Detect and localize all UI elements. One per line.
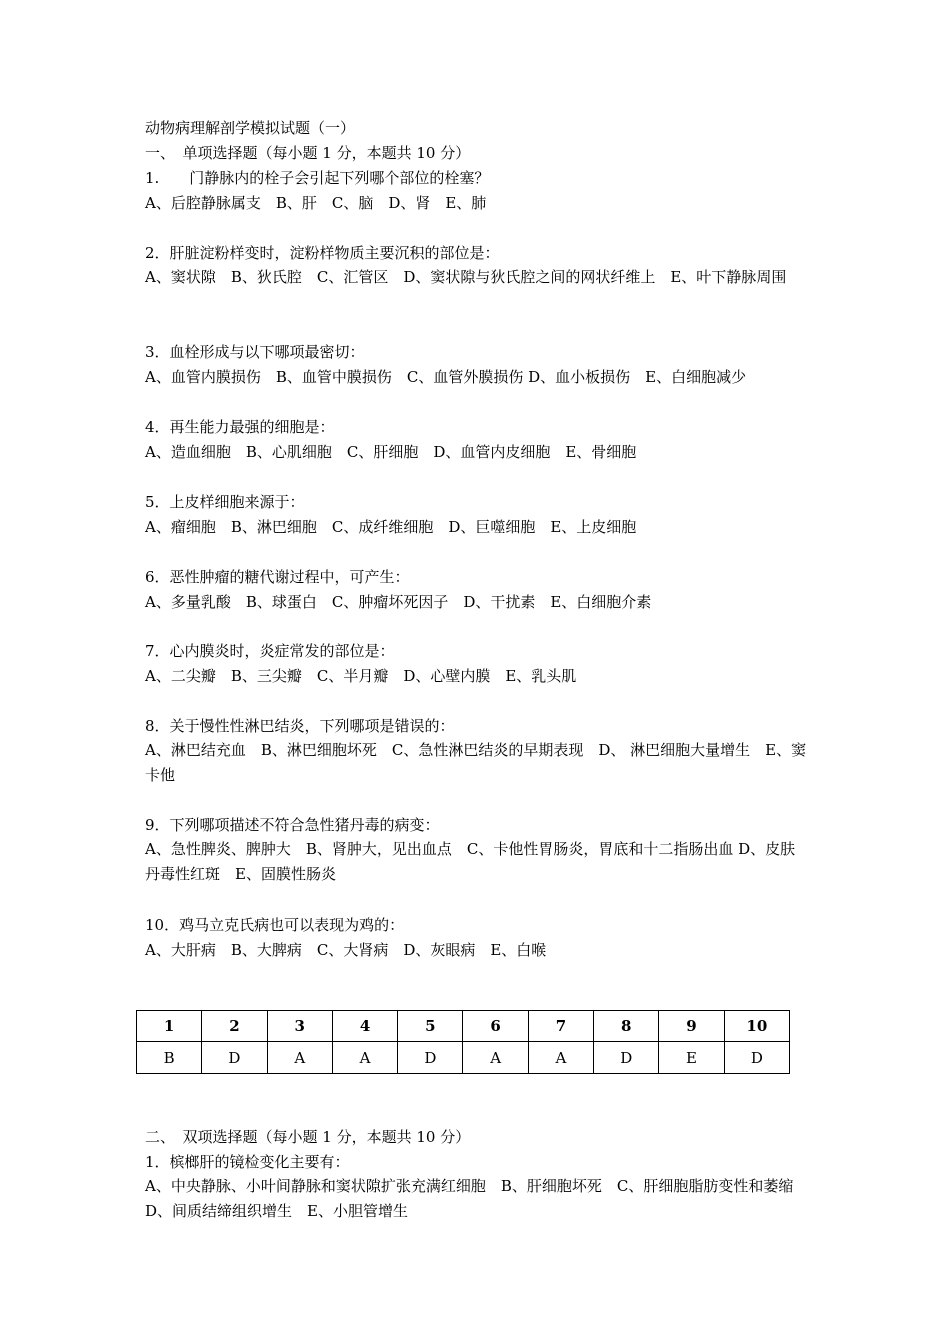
answer-value: D <box>202 1042 267 1074</box>
question-3-options: A、血管内膜损伤 B、血管中膜损伤 C、血管外膜损伤 D、血小板损伤 E、白细胞减少 <box>145 368 747 386</box>
answer-value: D <box>398 1042 463 1074</box>
answer-value: D <box>594 1042 659 1074</box>
question-2-options: A、窦状隙 B、狄氏腔 C、汇管区 D、窦状隙与狄氏腔之间的网状纤维上 E、叶下静脉周围 <box>145 268 787 286</box>
answer-table-header-row <box>137 1011 790 1042</box>
question-1-options: A、后腔静脉属支 B、肝 C、脑 D、肾 E、肺 <box>145 194 487 212</box>
question-7: 7．心内膜炎时，炎症常发的部位是： <box>145 642 395 660</box>
question-8: 8．关于慢性性淋巴结炎，下列哪项是错误的： <box>145 717 455 735</box>
question-6-options: A、多量乳酸 B、球蛋白 C、肿瘤坏死因子 D、干扰素 E、白细胞介素 <box>145 593 652 611</box>
answer-number: 6 <box>463 1011 528 1042</box>
question-10-options: A、大肝病 B、大脾病 C、大肾病 D、灰眼病 E、白喉 <box>145 941 547 959</box>
answer-number: 4 <box>332 1011 397 1042</box>
answer-number: 5 <box>398 1011 463 1042</box>
question-2: 2．肝脏淀粉样变时，淀粉样物质主要沉积的部位是： <box>145 244 500 262</box>
section2-heading: 二、 双项选择题（每小题 1 分，本题共 10 分） <box>145 1128 471 1146</box>
answer-value: D <box>724 1042 789 1074</box>
answer-value: A <box>463 1042 528 1074</box>
section1-heading: 一、 单项选择题（每小题 1 分，本题共 10 分） <box>145 144 471 162</box>
answer-value: A <box>528 1042 593 1074</box>
question-6: 6．恶性肿瘤的糖代谢过程中，可产生： <box>145 568 410 586</box>
answer-number: 7 <box>528 1011 593 1042</box>
section2-question-1-options: A、中央静脉、小叶间静脉和窦状隙扩张充满红细胞 B、肝细胞坏死 C、肝细胞脂肪变性和萎缩 D、间质结缔组织增生 E、小胆管增生 <box>145 1177 809 1220</box>
question-9-options: A、急性脾炎、脾肿大 B、肾肿大，见出血点 C、卡他性胃肠炎，胃底和十二指肠出血 D、皮肤丹毒性红斑 E、固膜性肠炎 <box>145 840 796 883</box>
answer-number: 8 <box>594 1011 659 1042</box>
question-8-options: A、淋巴结充血 B、淋巴细胞坏死 C、急性淋巴结炎的早期表现 D、 淋巴细胞大量增生 E、窦卡他 <box>145 741 807 784</box>
answer-number: 3 <box>267 1011 332 1042</box>
answer-number: 10 <box>724 1011 789 1042</box>
answer-table-values-row <box>137 1042 790 1074</box>
answer-number: 1 <box>137 1011 202 1042</box>
question-5: 5．上皮样细胞来源于： <box>145 493 305 511</box>
question-7-options: A、二尖瓣 B、三尖瓣 C、半月瓣 D、心壁内膜 E、乳头肌 <box>145 667 577 685</box>
answer-value: A <box>267 1042 332 1074</box>
question-3: 3．血栓形成与以下哪项最密切： <box>145 343 365 361</box>
answer-number: 9 <box>659 1011 724 1042</box>
answer-value: B <box>137 1042 202 1074</box>
question-9: 9．下列哪项描述不符合急性猪丹毒的病变： <box>145 816 440 834</box>
question-1: 1. 门静脉内的栓子会引起下列哪个部位的栓塞？ <box>145 169 490 187</box>
answer-value: A <box>332 1042 397 1074</box>
exam-title: 动物病理解剖学模拟试题（一） <box>145 119 356 137</box>
section2-question-1: 1．槟榔肝的镜检变化主要有： <box>145 1153 350 1171</box>
answer-number: 2 <box>202 1011 267 1042</box>
answer-value: E <box>659 1042 724 1074</box>
question-4: 4．再生能力最强的细胞是： <box>145 418 335 436</box>
question-5-options: A、瘤细胞 B、淋巴细胞 C、成纤维细胞 D、巨噬细胞 E、上皮细胞 <box>145 518 637 536</box>
question-10: 10．鸡马立克氏病也可以表现为鸡的： <box>145 916 405 934</box>
question-4-options: A、造血细胞 B、心肌细胞 C、肝细胞 D、血管内皮细胞 E、骨细胞 <box>145 443 637 461</box>
answer-table <box>136 1010 790 1074</box>
